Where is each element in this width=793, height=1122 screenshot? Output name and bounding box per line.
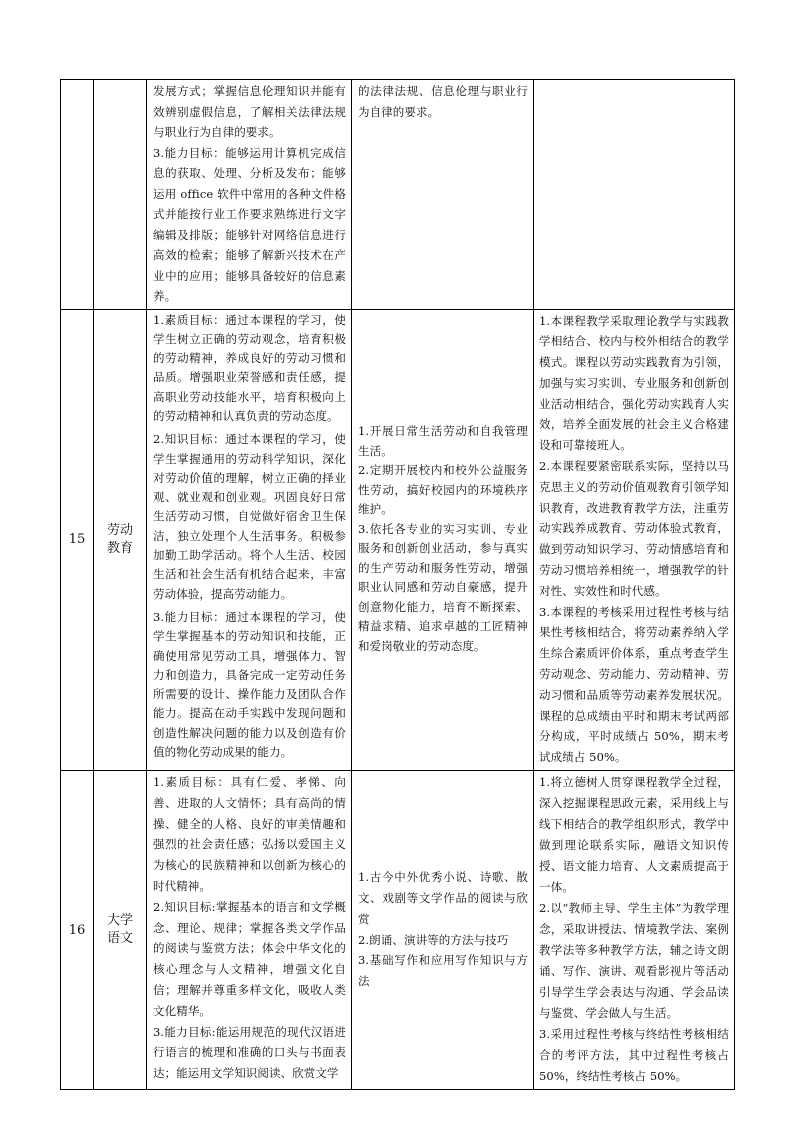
course-name-line: 劳动 [106, 522, 133, 538]
content-paragraph: 3.依托各专业的实习实训、专业服务和创新创业活动，参与真实的生产劳动和服务性劳动，增强职业认同感和劳动自豪感，提升创意物化能力，培育不断探索、精益求精、追求卓越的工匠精神和爱岗敬业的劳动态度。 [358, 521, 528, 653]
table-row [61, 80, 735, 310]
objectives-cell [147, 80, 352, 310]
course-table [60, 79, 735, 1090]
content-cell [352, 771, 534, 1090]
objective-paragraph: 3.能力目标：通过本课程的学习，使学生掌握基本的劳动知识和技能，正确使用常见劳动工具，增强体力、智力和创造力，具备完成一定劳动任务所需要的设计、操作能力及团队合作能力。提高在动手实践中发现问题和创造性解决问题的能力以及创造有价值的物化劳动成果的能力。 [153, 609, 346, 760]
objective-paragraph: 3.能力目标：能够运用计算机完成信息的获取、处理、分析及发布；能够运用 office 软件中常用的各种文件格式并能按行业工作要求熟练进行文字编辑及排版；能够针对网络信息进行高效的检索；能够了解新兴技术在产业中的应用；能够具备较好的信息素养。 [153, 145, 346, 303]
requirement-paragraph: 1.将立德树人贯穿课程教学全过程，深入挖掘课程思政元素，采用线上与线下相结合的教学组织形式，教学中做到理论联系实际，融语文知识传授、语文能力培育、人文素质提高于一体。 [539, 775, 729, 895]
requirement-paragraph: 2.本课程要紧密联系实际，坚持以马克思主义的劳动价值观教育引领学知识教育，改进教育教学方法，注重劳动实践养成教育、劳动体验式教育，做到劳动知识学习、劳动情感培育和劳动习惯培养相统一，增强教学的针对性、实效性和时代感。 [539, 459, 729, 598]
content-paragraph: 2.定期开展校内和校外公益服务性劳动，搞好校园内的环境秩序维护。 [358, 463, 528, 517]
requirement-paragraph: 3.本课程的考核采用过程性考核与结果性考核相结合，将劳动素养纳入学生综合素质评价体系，重点考查学生劳动观念、劳动能力、劳动精神、劳动习惯和品质等劳动素养发展状况。课程的总成绩由平时和期末考试两部分构成，平时成绩占 50%，期末考试成绩占 50%。 [539, 604, 729, 765]
content-paragraph: 的法律法规、信息伦理与职业行为自律的要求。 [358, 84, 528, 119]
requirement-paragraph: 1.本课程教学采取理论教学与实践教学相结合、校内与校外相结合的教学模式。课程以劳动实践教育为引领，加强与实习实训、专业服务和创新创业活动相结合，强化劳动实践育人实效，培养全面发展的社会主义合格建设和可靠接班人。 [539, 313, 729, 453]
row-number: 16 [61, 771, 94, 1090]
objective-paragraph: 3.能力目标:能运用规范的现代汉语进行语言的梳理和准确的口头与书面表达；能运用文学知识阅读、欣赏文学 [153, 1024, 346, 1081]
course-name [94, 771, 147, 1090]
objectives-cell [147, 771, 352, 1090]
objectives-cell [147, 309, 352, 771]
content-paragraph: 1.古今中外优秀小说、诗歌、散文、戏剧等文学作品的阅读与欣赏 [358, 870, 528, 926]
requirements-cell [534, 80, 735, 310]
course-name-line: 大学 [106, 913, 133, 929]
objective-paragraph: 2.知识目标:掌握基本的语言和文学概念、理论、规律；掌握各类文学作品的阅读与鉴赏方法；体会中华文化的核心理念与人文精神，增强文化自信；理解并尊重多样文化，吸收人类文化精华。 [153, 899, 346, 1018]
content-paragraph: 3.基础写作和应用写作知识与方法 [358, 953, 528, 989]
objective-paragraph: 发展方式；掌握信息伦理知识并能有效辨别虚假信息，了解相关法律法规与职业行为自律的要求。 [153, 84, 346, 139]
requirement-paragraph: 2.以“教师主导、学生主体”为教学理念，采取讲授法、情境教学法、案例教学法等多种教学方法，辅之诗文朗诵、写作、演讲、观看影视片等活动引导学生学会表达与沟通、学会品读与鉴赏、学会做人与生活。 [539, 901, 729, 1021]
table-row [61, 771, 735, 1090]
objective-paragraph: 2.知识目标：通过本课程的学习，使学生掌握通用的劳动科学知识，深化对劳动价值的理解，树立正确的择业观、就业观和创业观。巩固良好日常生活劳动习惯，自觉做好宿舍卫生保洁，独立处理个人生活事务。积极参加勤工助学活动。将个人生活、校园生活和社会生活有机结合起来，丰富劳动体验，提高劳动能力。 [153, 432, 346, 601]
content-paragraph: 2.朗诵、演讲等的方法与技巧 [358, 932, 509, 947]
requirements-cell [534, 771, 735, 1090]
course-name [94, 80, 147, 310]
objective-paragraph: 1.素质目标：通过本课程的学习，使学生树立正确的劳动观念，培育积极的劳动精神，养成良好的劳动习惯和品质。增强职业荣誉感和责任感，提高职业劳动技能水平，培育积极向上的劳动精神和认真负责的劳动态度。 [153, 312, 346, 423]
row-number [61, 80, 94, 310]
course-name-line: 教育 [106, 540, 133, 556]
content-cell [352, 80, 534, 310]
requirements-cell [534, 309, 735, 771]
course-name [94, 309, 147, 771]
content-paragraph: 1.开展日常生活劳动和自我管理生活。 [358, 424, 528, 458]
course-name-line: 语文 [106, 931, 133, 947]
requirement-paragraph: 3.采用过程性考核与终结性考核相结合的考评方法，其中过程性考核占 50%，终结性考核占 50%。 [539, 1027, 729, 1084]
objective-paragraph: 1.素质目标：具有仁爱、孝悌、向善、进取的人文情怀；具有高尚的情操、健全的人格、良好的审美情趣和强烈的社会责任感；弘扬以爱国主义为核心的民族精神和以创新为核心的时代精神。 [153, 775, 346, 894]
content-cell [352, 309, 534, 771]
row-number: 15 [61, 309, 94, 771]
table-row [61, 309, 735, 771]
